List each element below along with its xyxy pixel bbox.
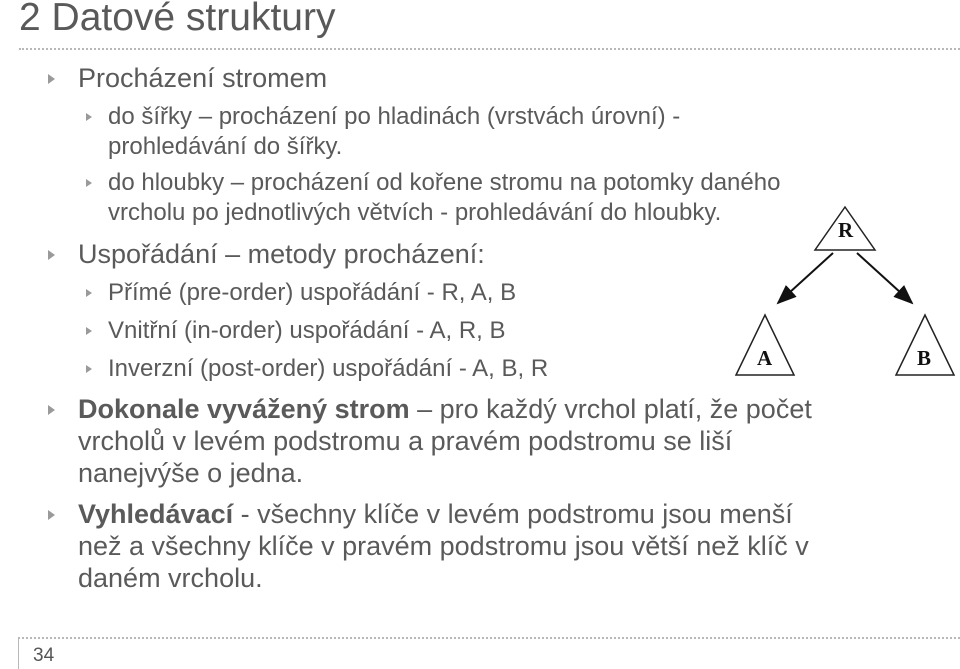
sub-bullet-post-order [108, 354, 548, 384]
left-subtree-label: A [757, 346, 773, 370]
bullet-text: Uspořádání – metody procházení: [78, 239, 485, 269]
footer-divider-vertical [18, 638, 19, 669]
sub-bullet-in-order [108, 316, 506, 346]
sub-bullet-pre-order [108, 278, 516, 308]
bullet-arrow-icon [48, 510, 55, 520]
bullet-line: nanejvýše o jedna. [78, 458, 304, 488]
sub-bullet-text: Přímé (pre-order) uspořádání - R, A, B [108, 279, 517, 306]
sub-bullet-text: Vnitřní (in-order) uspořádání - A, R, B [108, 317, 506, 344]
page-number: 34 [33, 645, 55, 666]
footer-divider [18, 637, 960, 639]
bullet-search-tree [78, 498, 809, 594]
sub-bullet-arrow-icon [86, 113, 92, 121]
sub-bullet-line: do šířky – procházení po hladinách (vrstvách úrovní) - [108, 103, 681, 130]
sub-bullet-line: do hloubky – procházení od kořene stromu na potomky daného [108, 169, 781, 196]
bullet-line: než a všechny klíče v pravém podstromu jsou větší než klíč v [78, 531, 809, 561]
bullet-text: - všechny klíče v levém podstromu jsou menší [233, 499, 793, 529]
sub-bullet-depth-first [108, 168, 780, 228]
bullet-traversal [78, 62, 327, 94]
bullet-ordering [78, 238, 485, 270]
right-edge-arrow [857, 253, 912, 303]
bullet-text: – pro každý vrchol platí, že počet [409, 394, 812, 424]
sub-bullet-arrow-icon [86, 365, 92, 373]
sub-bullet-line: prohledávání do šířky. [108, 133, 343, 160]
title-divider [19, 48, 960, 50]
sub-bullet-arrow-icon [86, 289, 92, 297]
right-subtree-label: B [917, 346, 932, 370]
sub-bullet-breadth-first [108, 102, 680, 162]
bullet-line: vrcholů v levém podstromu a pravém podstromu se liší [78, 426, 733, 456]
sub-bullet-line: vrcholu po jednotlivých větvích - prohledávání do hloubky. [108, 199, 722, 226]
left-edge-arrow [778, 253, 833, 303]
bullet-arrow-icon [48, 405, 55, 415]
sub-bullet-arrow-icon [86, 327, 92, 335]
bullet-line: daném vrcholu. [78, 563, 263, 593]
bullet-bold-term: Vyhledávací [78, 499, 234, 529]
bullet-arrow-icon [48, 74, 55, 84]
bullet-text: Procházení stromem [78, 63, 328, 93]
root-label: R [838, 218, 854, 242]
bullet-bold-term: Dokonale vyvážený strom [78, 394, 410, 424]
bullet-arrow-icon [48, 250, 55, 260]
tree-diagram [730, 205, 960, 385]
bullet-balanced-tree [78, 393, 812, 489]
sub-bullet-text: Inverzní (post-order) uspořádání - A, B, R [108, 355, 549, 382]
slide-title: 2 Datové struktury [19, 0, 336, 39]
sub-bullet-arrow-icon [86, 179, 92, 187]
